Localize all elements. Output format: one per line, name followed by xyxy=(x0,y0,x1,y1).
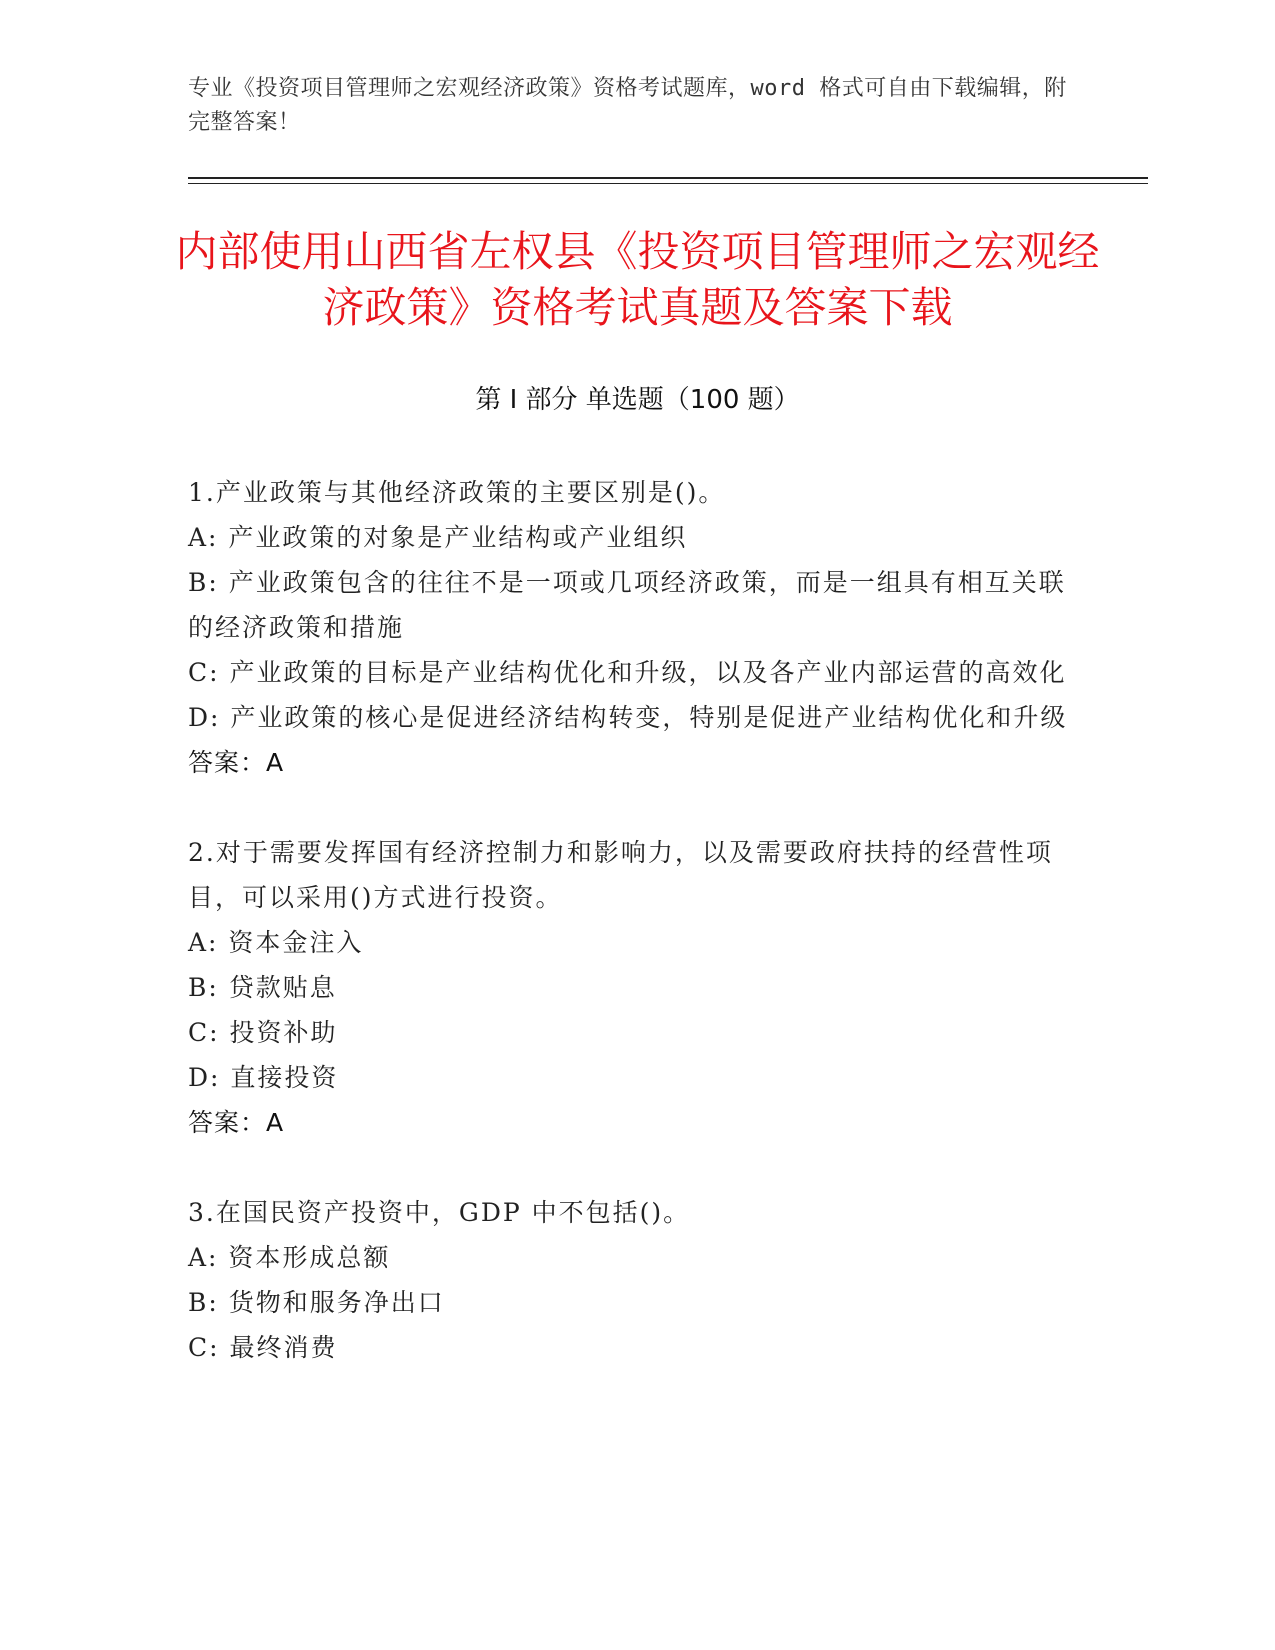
option-d: D: 直接投资 xyxy=(188,1063,339,1092)
header-rule-thick xyxy=(188,177,1148,179)
option-c: C: 投资补助 xyxy=(188,1018,338,1047)
option-a: A: 资本金注入 xyxy=(188,928,364,957)
question-list xyxy=(188,470,1068,1370)
header-rule-thin xyxy=(188,183,1148,184)
option-d: D: 产业政策的核心是促进经济结构转变，特别是促进产业结构优化和升级 xyxy=(188,703,1068,732)
question-text: 1.产业政策与其他经济政策的主要区别是()。 xyxy=(188,478,726,507)
option-c: C: 最终消费 xyxy=(188,1333,338,1362)
question-1 xyxy=(188,470,1068,785)
answer: 答案：A xyxy=(188,748,285,777)
option-c: C: 产业政策的目标是产业结构优化和升级，以及各产业内部运营的高效化 xyxy=(188,658,1067,687)
option-a: A: 产业政策的对象是产业结构或产业组织 xyxy=(188,523,688,552)
document-title: 内部使用山西省左权县《投资项目管理师之宏观经济政策》资格考试真题及答案下载 xyxy=(175,227,1100,332)
question-text: 2.对于需要发挥国有经济控制力和影响力，以及需要政府扶持的经营性项目，可以采用()方式进行投资。 xyxy=(188,838,1053,912)
section-heading: 第 I 部分 单选题（100 题） xyxy=(475,385,800,415)
option-b: B: 产业政策包含的往往不是一项或几项经济政策，而是一组具有相互关联的经济政策和措施 xyxy=(188,568,1066,642)
option-b: B: 贷款贴息 xyxy=(188,973,337,1002)
question-2 xyxy=(188,830,1068,1145)
question-text: 3.在国民资产投资中，GDP 中不包括()。 xyxy=(188,1198,691,1227)
option-b: B: 货物和服务净出口 xyxy=(188,1288,445,1317)
header-note: 专业《投资项目管理师之宏观经济政策》资格考试题库，word 格式可自由下载编辑，附完整答案！ xyxy=(188,76,1067,135)
option-a: A: 资本形成总额 xyxy=(188,1243,391,1272)
question-3 xyxy=(188,1190,1068,1370)
answer: 答案：A xyxy=(188,1108,285,1137)
